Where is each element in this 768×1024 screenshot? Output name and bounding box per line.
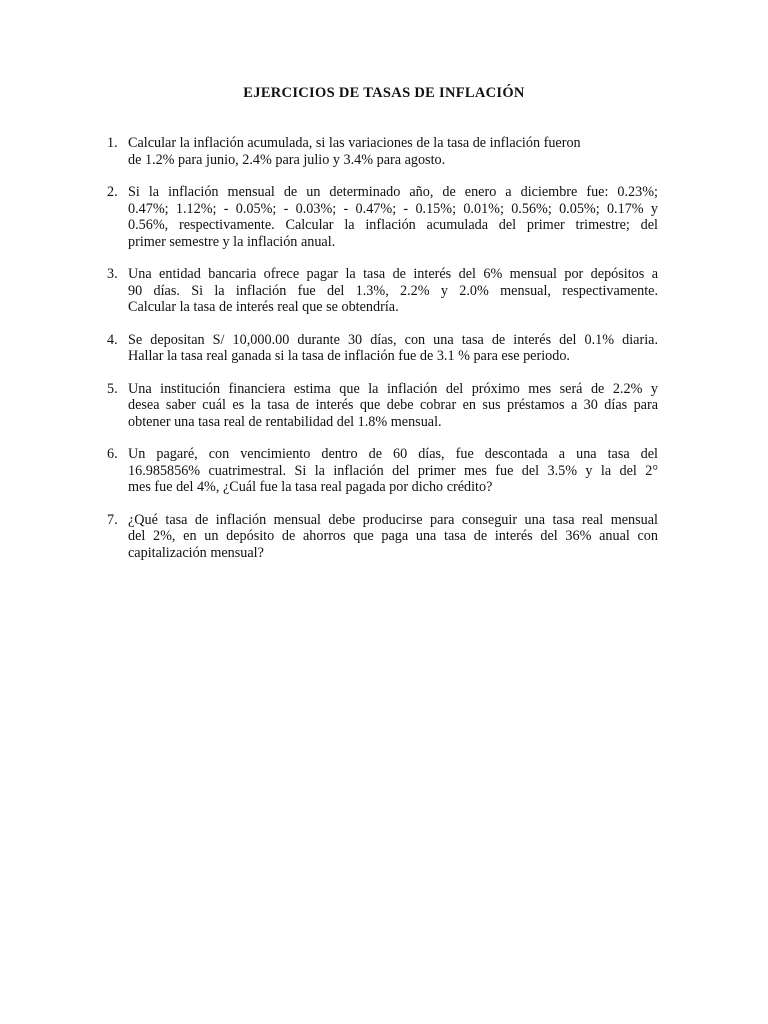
exercise-item-1	[107, 135, 658, 168]
exercise-item-2	[107, 184, 658, 250]
exercise-text	[128, 381, 658, 431]
exercise-text	[128, 266, 658, 316]
exercise-line: 90 días. Si la inflación fue del 1.3%, 2.2% y 2.0% mensual, respectivamente.	[128, 282, 658, 299]
exercise-line: ¿Qué tasa de inflación mensual debe producirse para conseguir una tasa real mensual	[128, 511, 658, 528]
exercise-line: Una entidad bancaria ofrece pagar la tasa de interés del 6% mensual por depósitos a	[128, 266, 658, 282]
exercise-number: 6.	[107, 446, 118, 462]
exercise-line: capitalización mensual?	[128, 544, 264, 561]
exercise-number: 2.	[107, 184, 118, 200]
exercise-line: Hallar la tasa real ganada si la tasa de inflación fue de 3.1 % para ese periodo.	[128, 348, 570, 364]
exercise-text	[128, 184, 658, 250]
exercise-line: Un pagaré, con vencimiento dentro de 60 días, fue descontada a una tasa del	[128, 446, 658, 462]
exercise-line: obtener una tasa real de rentabilidad del 1.8% mensual.	[128, 413, 442, 430]
exercise-number: 3.	[107, 266, 118, 282]
exercise-line: 0.56%, respectivamente. Calcular la inflación acumulada del primer trimestre; del	[128, 217, 658, 233]
document-title: EJERCICIOS DE TASAS DE INFLACIÓN	[243, 85, 525, 101]
exercise-line: Una institución financiera estima que la inflación del próximo mes será de 2.2% y	[128, 380, 658, 397]
exercise-number: 5.	[107, 380, 118, 397]
exercise-item-6	[107, 446, 658, 496]
exercise-item-4	[107, 332, 658, 365]
exercise-line: de 1.2% para junio, 2.4% para julio y 3.4% para agosto.	[128, 151, 446, 168]
exercise-number: 7.	[107, 511, 118, 528]
exercise-text	[128, 512, 658, 562]
exercise-text	[128, 135, 658, 168]
exercise-line: desea saber cuál es la tasa de interés que debe cobrar en sus préstamos a 30 días para	[128, 397, 658, 413]
exercise-line: Calcular la tasa de interés real que se obtendría.	[128, 299, 399, 315]
exercise-line: Si la inflación mensual de un determinado año, de enero a diciembre fue: 0.23%;	[128, 184, 658, 200]
exercise-text	[128, 446, 658, 496]
exercise-item-5	[107, 381, 658, 431]
exercise-line: 0.47%; 1.12%; - 0.05%; - 0.03%; - 0.47%; - 0.15%; 0.01%; 0.56%; 0.05%; 0.17% y	[128, 200, 658, 217]
exercise-item-3	[107, 266, 658, 316]
exercise-line: Se depositan S/ 10,000.00 durante 30 días, con una tasa de interés del 0.1% diaria.	[128, 331, 658, 348]
exercise-number: 1.	[107, 135, 118, 151]
exercise-line: primer semestre y la inflación anual.	[128, 233, 336, 250]
exercise-line: del 2%, en un depósito de ahorros que paga una tasa de interés del 36% anual con	[128, 528, 658, 544]
exercise-list	[107, 135, 658, 561]
exercise-line: 16.985856% cuatrimestral. Si la inflación del primer mes fue del 3.5% y la del 2°	[128, 462, 658, 479]
exercise-item-7	[107, 512, 658, 562]
exercise-line: mes fue del 4%, ¿Cuál fue la tasa real pagada por dicho crédito?	[128, 479, 493, 495]
exercise-number: 4.	[107, 331, 118, 348]
exercise-text	[128, 332, 658, 365]
exercise-line: Calcular la inflación acumulada, si las variaciones de la tasa de inflación fueron	[128, 135, 581, 151]
